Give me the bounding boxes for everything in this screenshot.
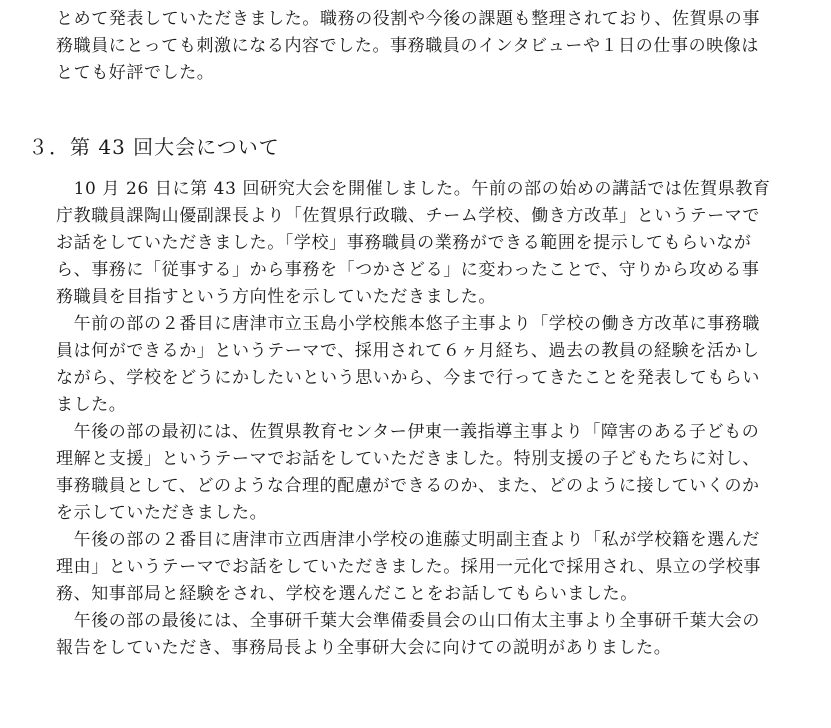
- body-line: 務職員を目指すという方向性を示していただきました。: [56, 287, 496, 307]
- body-line: 報告をしていただき、事務局長より全事研大会に向けての説明がありました。: [56, 638, 672, 658]
- body-line: 務、知事部局と経験をされ、学校を選んだことをお話してもらいました。: [56, 584, 638, 604]
- intro-line: 務職員にとっても刺激になる内容でした。事務職員のインタビューや１日の仕事の映像は: [56, 36, 759, 56]
- body-line: 午後の部の最初には、佐賀県教育センター伊東一義指導主事より「障害のある子どもの: [56, 422, 760, 442]
- body-line: 員は何ができるか」というテーマで、採用されて６ヶ月経ち、過去の教員の経験を活かし: [56, 341, 760, 361]
- body-line: ら、事務に「従事する」から事務を「つかさどる」に変わったことで、守りから攻める事: [56, 260, 760, 280]
- body-line: お話をしていただきました。「学校」事務職員の業務ができる範囲を提示してもらいなが: [56, 233, 752, 253]
- body-line: 庁教職員課陶山優副課長より「佐賀県行政職、チーム学校、働き方改革」というテーマで: [56, 206, 760, 226]
- section-heading: ３．第 43 回大会について: [28, 135, 280, 159]
- body-line: 午後の部の最後には、全事研千葉大会準備委員会の山口侑太主事より全事研千葉大会の: [56, 611, 760, 631]
- body-line: 10 月 26 日に第 43 回研究大会を開催しました。午前の部の始めの講話では佐賀県教育: [56, 179, 771, 199]
- body-line: 理由」というテーマでお話をしていただきました。採用一元化で採用され、県立の学校事: [56, 557, 762, 577]
- body-line: 午前の部の２番目に唐津市立玉島小学校熊本悠子主事より「学校の働き方改革に事務職: [56, 314, 760, 334]
- body-line: 事務職員として、どのような合理的配慮ができるのか、また、どのように接していくのか: [56, 476, 760, 496]
- body-line: を示していただきました。: [56, 503, 268, 523]
- intro-line: とても好評でした。: [56, 63, 215, 83]
- body-line: ながら、学校をどうにかしたいという思いから、今まで行ってきたことを発表してもらい: [56, 368, 760, 388]
- body-line: 午後の部の２番目に唐津市立西唐津小学校の進藤丈明副主査より「私が学校籍を選んだ: [56, 530, 760, 550]
- intro-line: とめて発表していただきました。職務の役割や今後の課題も整理されており、佐賀県の事: [56, 9, 760, 29]
- body-line: 理解と支援」というテーマでお話をしていただきました。特別支援の子どもたちに対し、: [56, 449, 760, 469]
- body-line: ました。: [56, 395, 127, 415]
